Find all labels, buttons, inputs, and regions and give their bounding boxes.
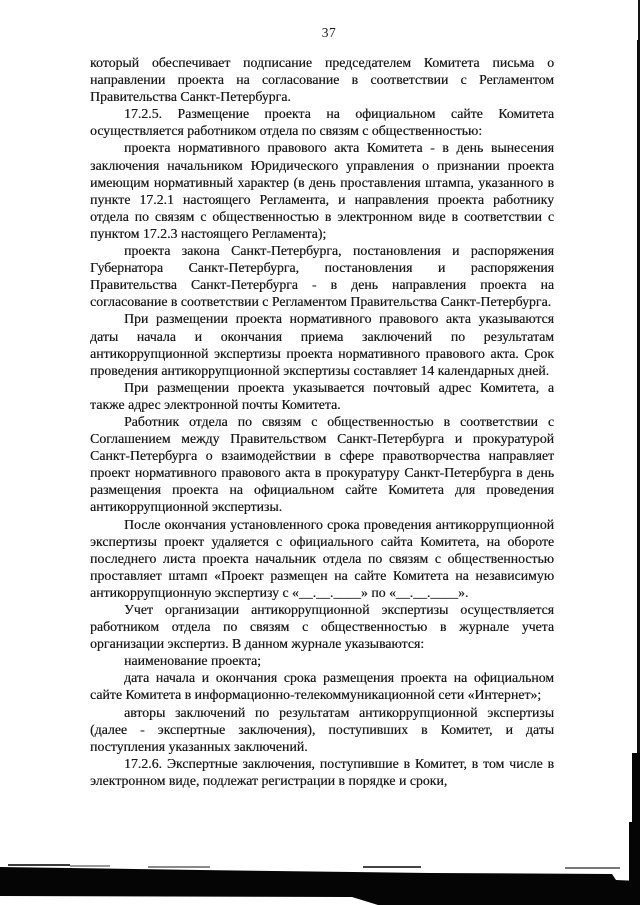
paragraph: При размещении проекта указывается почтовый адрес Комитета, а также адрес электронной почты Комитета. bbox=[90, 379, 554, 412]
paragraph: который обеспечивает подписание председателем Комитета письма о направлении проекта на согласование в соответствии с Регламентом Правительства Санкт-Петербурга. bbox=[90, 55, 554, 105]
paragraph: 17.2.6. Экспертные заключения, поступившие в Комитет, в том числе в электронном виде, подлежат регистрации в порядке и сроки, bbox=[90, 755, 554, 788]
scan-right-edge-artifact-wide bbox=[629, 822, 640, 905]
paragraph: авторы заключений по результатам антикоррупционной экспертизы (далее - экспертные заключения), поступивших в Комитет, и даты поступления указанных заключений. bbox=[90, 704, 554, 754]
paragraph: наименование проекта; bbox=[124, 653, 261, 669]
page-number: 37 bbox=[321, 25, 337, 40]
paragraph: После окончания установленного срока проведения антикоррупционной экспертизы проект удаляется с официального сайта Комитета, на обороте последнего листа проекта начальник отдела по связям с общественностью проставляет штамп «Проект размещен на сайте Комитета на независимую антикоррупционную экспертизу с «__.__.____» по «__.__.____». bbox=[90, 516, 554, 600]
text-body bbox=[90, 54, 554, 789]
paragraph: проекта нормативного правового акта Комитета - в день вынесения заключения начальником Юридического управления о признании проекта имеющим нормативный характер (в день проставления штампа, указанного в пункте 17.2.1 настоящего Регламента, и направления проекта работнику отдела по связям с общественностью в электронном виде в соответствии с пунктом 17.2.3 настоящего Регламента); bbox=[90, 140, 554, 241]
paragraph: 17.2.5. Размещение проекта на официальном сайте Комитета осуществляется работником отдела по связям с общественностью: bbox=[90, 106, 554, 139]
paragraph: дата начала и окончания срока размещения проекта на официальном сайте Комитета в информационно-телекоммуникационной сети «Интернет»; bbox=[90, 670, 554, 703]
paragraph: Работник отдела по связям с общественностью в соответствии с Соглашением между Правительством Санкт-Петербурга и прокуратурой Санкт-Петербурга о взаимодействии в сфере правотворчества направляет проект нормативного правового акта в прокуратуру Санкт-Петербурга в день размещения проекта на официальном сайте Комитета для проведения антикоррупционной экспертизы. bbox=[90, 413, 554, 515]
paragraph: При размещении проекта нормативного правового акта указываются даты начала и окончания приема заключений по результатам антикоррупционной экспертизы проекта нормативного правового акта. Срок проведения антикоррупционной экспертизы составляет 14 календарных дней. bbox=[90, 311, 554, 378]
paragraph: проекта закона Санкт-Петербурга, постановления и распоряжения Губернатора Санкт-Петербурга, постановления и распоряжения Правительства Санкт-Петербурга - в день направления проекта на согласование в соответствии с Регламентом Правительства Санкт-Петербурга. bbox=[90, 243, 554, 310]
paragraph: Учет организации антикоррупционной экспертизы осуществляется работником отдела по связям с общественностью в журнале учета организации экспертиз. В данном журнале указываются: bbox=[90, 602, 554, 652]
